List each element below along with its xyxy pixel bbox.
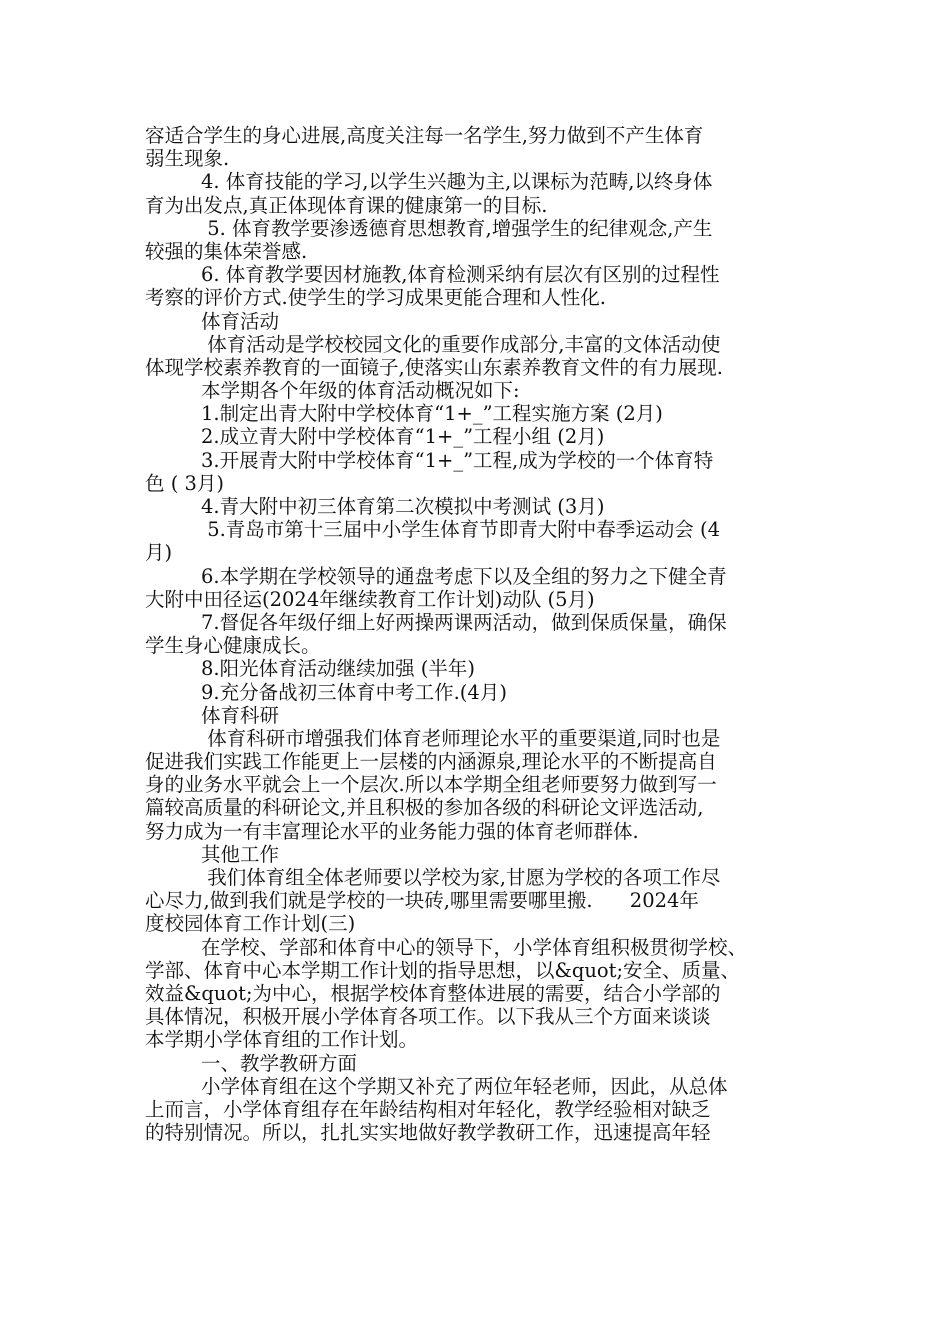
text-line: 月) <box>145 541 173 565</box>
text-line: 体现学校素养教育的一面镜子,使落实山东素养教育文件的有力展现. <box>145 355 723 379</box>
text-line: 身的业务水平就会上一个层次.所以本学期全组老师要努力做到写一 <box>145 773 717 797</box>
text-line: 4.青大附中初三体育第二次模拟中考测试 (3月) <box>201 495 605 518</box>
text-line: 效益&quot;为中心，根据学校体育整体进展的需要，结合小学部的 <box>145 981 721 1005</box>
text-line: 努力成为一有丰富理论水平的业务能力强的体育老师群体. <box>145 819 639 843</box>
text-line: 3.开展青大附中学校体育“1+_”工程,成为学校的一个体育特 <box>201 448 714 472</box>
text-line: 我们体育组全体老师要以学校为家,甘愿为学校的各项工作尽 <box>201 866 721 889</box>
text-line: 学生身心健康成长。 <box>145 634 321 658</box>
text-line: 体育活动 <box>201 309 280 333</box>
text-line: 7.督促各年级仔细上好两操两课两活动，做到保质保量，确保 <box>201 610 727 634</box>
text-line: 的特别情况。所以，扎扎实实地做好教学教研工作，迅速提高年轻 <box>145 1121 711 1145</box>
text-line: 度校园体育工作计划(三) <box>145 912 356 936</box>
text-line: 1.制定出青大附中学校体育“1+_”工程实施方案 (2月) <box>201 402 663 426</box>
text-line: 体育科研 <box>201 703 280 727</box>
text-line: 6. 体育教学要因材施教,体育检测采纳有层次有区别的过程性 <box>201 263 720 287</box>
text-line: 本学期小学体育组的工作计划。 <box>145 1028 419 1052</box>
text-line: 5. 体育教学要渗透德育思想教育,增强学生的纪律观念,产生 <box>201 216 713 240</box>
text-line: 育为出发点,真正体现体育课的健康第一的目标. <box>145 193 548 217</box>
text-line: 心尽力,做到我们就是学校的一块砖,哪里需要哪里搬. 2024年 <box>145 889 699 913</box>
text-line: 小学体育组在这个学期又补充了两位年轻老师，因此，从总体 <box>201 1074 728 1098</box>
text-line: 体育活动是学校校园文化的重要作成部分,丰富的文体活动使 <box>201 332 721 356</box>
text-line: 色 ( 3月) <box>145 471 225 495</box>
text-line: 具体情况，积极开展小学体育各项工作。以下我从三个方面来谈谈 <box>145 1005 711 1029</box>
text-line: 6.本学期在学校领导的通盘考虑下以及全组的努力之下健全青 <box>201 564 727 588</box>
text-line: 8.阳光体育活动继续加强 (半年) <box>201 657 476 681</box>
text-line: 促进我们实践工作能更上一层楼的内涵源泉,理论水平的不断提高自 <box>145 750 717 774</box>
text-line: 学部、体育中心本学期工作计划的指导思想，以&quot;安全、质量、 <box>145 958 741 982</box>
text-line: 大附中田径运(2024年继续教育工作计划)动队 (5月) <box>145 587 595 611</box>
text-line: 本学期各个年级的体育活动概况如下: <box>201 379 520 403</box>
text-line: 弱生现象. <box>145 147 230 171</box>
text-line: 篇较高质量的科研论文,并且积极的参加各级的科研论文评选活动, <box>145 796 704 820</box>
document-page <box>145 124 815 1144</box>
text-line: 5.青岛市第十三届中小学生体育节即青大附中春季运动会 (4 <box>201 518 721 542</box>
text-line: 其他工作 <box>201 842 280 866</box>
text-line: 容适合学生的身心进展,高度关注每一名学生,努力做到不产生体育 <box>145 124 704 147</box>
text-line: 4. 体育技能的学习,以学生兴趣为主,以课标为范畴,以终身体 <box>201 170 713 194</box>
text-line: 上而言，小学体育组存在年龄结构相对年轻化，教学经验相对缺乏 <box>145 1097 711 1121</box>
text-line: 9.充分备战初三体育中考工作.(4月) <box>201 680 507 704</box>
text-line: 体育科研市增强我们体育老师理论水平的重要渠道,同时也是 <box>201 726 721 750</box>
text-line: 较强的集体荣誉感. <box>145 239 308 263</box>
text-line: 考察的评价方式.使学生的学习成果更能合理和人性化. <box>145 286 606 310</box>
text-line: 一、教学教研方面 <box>201 1051 358 1075</box>
text-line: 在学校、学部和体育中心的领导下，小学体育组积极贯彻学校、 <box>201 935 748 959</box>
text-line: 2.成立青大附中学校体育“1+_”工程小组 (2月) <box>201 425 605 449</box>
